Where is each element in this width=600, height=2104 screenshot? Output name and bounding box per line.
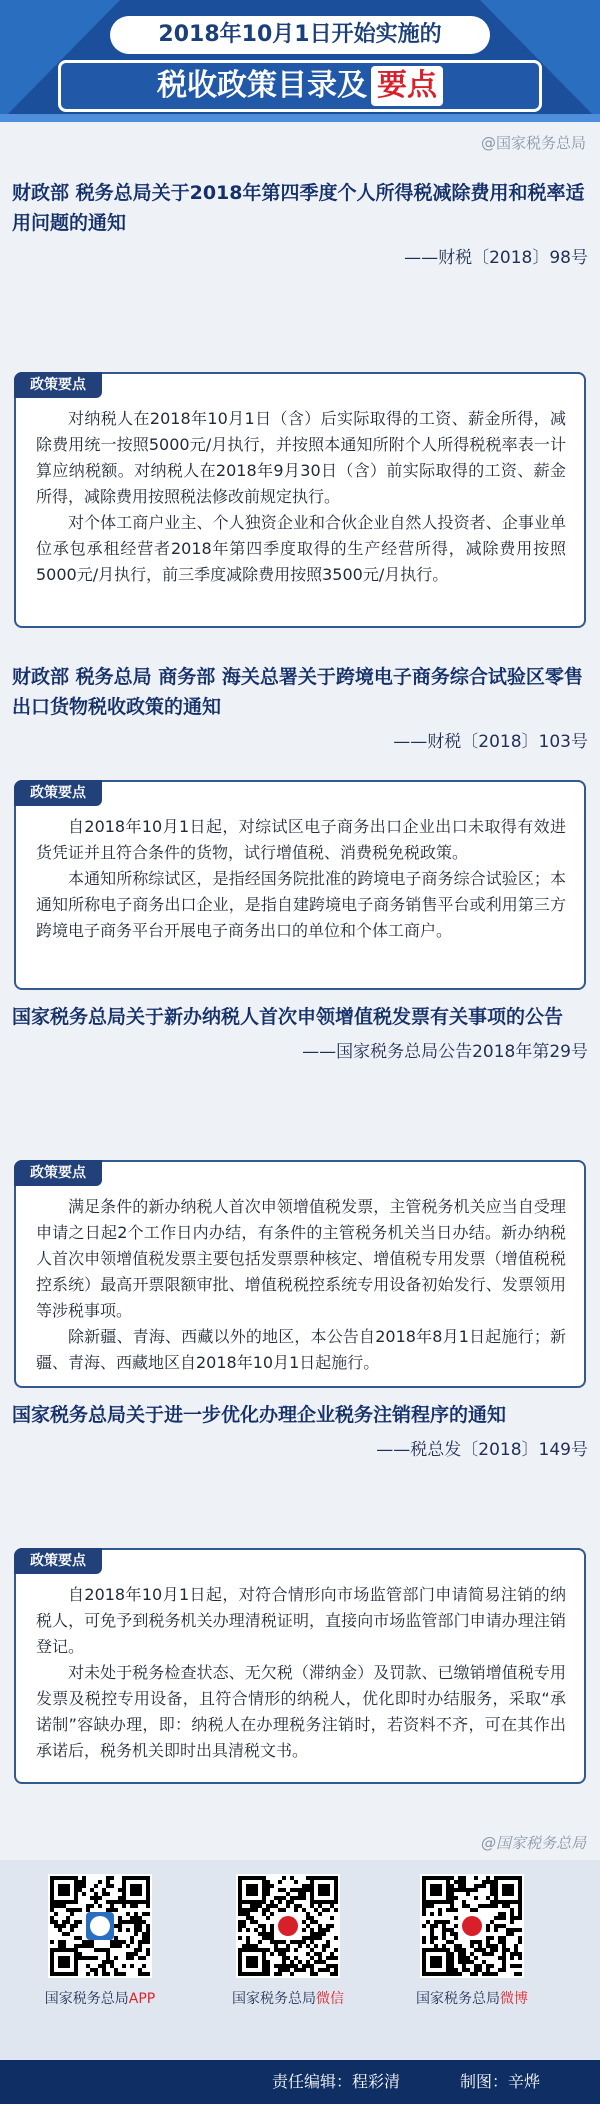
policy-paragraph: 本通知所称综试区，是指经国务院批准的跨境电子商务综合试验区；本通知所称电子商务出口企业，是指自建跨境电子商务销售平台或利用第三方跨境电子商务平台开展电子商务出口的单位和个体工商户。 [36, 869, 566, 940]
qr-code-icon [238, 1876, 338, 1976]
policy-tab: 政策要点 [14, 1160, 102, 1186]
policy-tab: 政策要点 [14, 372, 102, 398]
qr-label [40, 1988, 160, 2008]
policy-box-4 [14, 1548, 586, 1784]
section-doc-number: ——国家税务总局公告2018年第29号 [302, 1042, 588, 1062]
header-title-accent: 要点 [371, 66, 443, 106]
policy-tab: 政策要点 [14, 1548, 102, 1574]
header-banner [0, 0, 600, 122]
qr-code-wechat[interactable] [236, 1874, 340, 1978]
policy-paragraph: 对个体工商户业主、个人独资企业和合伙企业自然人投资者、企事业单位承包承租经营者2018年第四季度取得的生产经营所得，减除费用按照5000元/月执行，前三季度减除费用按照3500元/月执行。 [36, 513, 566, 584]
qr-label-suffix: 微信 [316, 1991, 344, 2007]
section-1 [12, 178, 588, 270]
header-subtitle: 2018年10月1日开始实施的 [110, 16, 490, 54]
policy-box-2 [14, 780, 586, 990]
section-4 [12, 1400, 588, 1462]
policy-paragraph: 对纳税人在2018年10月1日（含）后实际取得的工资、薪金所得，减除费用统一按照5000元/月执行，并按照本通知所附个人所得税税率表一计算应纳税额。对纳税人在2018年9月30日（含）前实际取得的工资、薪金所得，减除费用按照税法修改前规定执行。 [36, 409, 566, 506]
section-title: 国家税务总局关于进一步优化办理企业税务注销程序的通知 [12, 1404, 507, 1426]
section-doc-number: ——财税〔2018〕98号 [404, 248, 588, 268]
policy-paragraph: 除新疆、青海、西藏以外的地区，本公告自2018年8月1日起施行；新疆、青海、西藏地区自2018年10月1日起施行。 [36, 1327, 566, 1372]
section-title: 国家税务总局关于新办纳税人首次申领增值税发票有关事项的公告 [12, 1006, 564, 1028]
policy-paragraph: 自2018年10月1日起，对符合情形向市场监管部门申请简易注销的纳税人，可免予到税务机关办理清税证明，直接向市场监管部门申请办理注销登记。 [36, 1585, 566, 1656]
policy-tab: 政策要点 [14, 780, 102, 806]
qr-label-suffix: APP [128, 1991, 156, 2007]
qr-item-wechat[interactable] [228, 1874, 348, 2008]
qr-item-weibo[interactable] [412, 1874, 532, 2008]
qr-code-weibo[interactable] [420, 1874, 524, 1978]
section-2 [12, 662, 588, 754]
qr-label-suffix: 微博 [500, 1991, 528, 2007]
footer-credit: @国家税务总局 [480, 1834, 586, 1852]
footer-bar [0, 2060, 600, 2104]
section-3 [12, 1002, 588, 1064]
section-title: 财政部 税务总局 商务部 海关总署关于跨境电子商务综合试验区零售出口货物税收政策的通知 [12, 666, 583, 718]
qr-code-app[interactable] [48, 1874, 152, 1978]
maker-credit: 制图：辛烨 [460, 2072, 541, 2091]
qr-label [228, 1988, 348, 2008]
policy-paragraph: 对未处于税务检查状态、无欠税（滞纳金）及罚款、已缴销增值税专用发票及税控专用设备，且符合情形的纳税人，优化即时办结服务，采取“承诺制”容缺办理，即：纳税人在办理税务注销时，若资料不齐，可在其作出承诺后，税务机关即时出具清税文书。 [36, 1663, 566, 1760]
policy-box-3 [14, 1160, 586, 1388]
qr-code-icon [422, 1876, 522, 1976]
section-doc-number: ——财税〔2018〕103号 [393, 732, 588, 752]
policy-paragraph: 满足条件的新办纳税人首次申领增值税发票，主管税务机关应当自受理申请之日起2个工作日内办结，有条件的主管税务机关当日办结。新办纳税人首次申领增值税发票主要包括发票票种核定、增值税专用发票（增值税税控系统）最高开票限额审批、增值税税控系统专用设备初始发行、发票领用等涉税事项。 [36, 1197, 566, 1320]
policy-paragraph: 自2018年10月1日起，对综试区电子商务出口企业出口未取得有效进货凭证并且符合条件的货物，试行增值税、消费税免税政策。 [36, 817, 566, 862]
qr-label-text: 国家税务总局 [416, 1991, 500, 2007]
policy-body [16, 1162, 584, 1390]
section-title: 财政部 税务总局关于2018年第四季度个人所得税减除费用和税率适用问题的通知 [12, 182, 585, 234]
header-stripe [0, 114, 600, 122]
header-title [58, 60, 542, 112]
policy-body [16, 374, 584, 602]
section-doc-number: ——税总发〔2018〕149号 [376, 1440, 588, 1460]
header-credit: @国家税务总局 [480, 134, 586, 152]
qr-code-icon [50, 1876, 150, 1976]
qr-item-app[interactable] [40, 1874, 160, 2008]
qr-label [412, 1988, 532, 2008]
policy-body [16, 1550, 584, 1778]
qr-label-text: 国家税务总局 [44, 1991, 129, 2007]
policy-box-1 [14, 372, 586, 628]
qr-label-text: 国家税务总局 [232, 1991, 316, 2007]
policy-body [16, 782, 584, 958]
editor-credit: 责任编辑：程彩清 [272, 2072, 401, 2091]
header-title-main: 税收政策目录及 [157, 68, 367, 103]
